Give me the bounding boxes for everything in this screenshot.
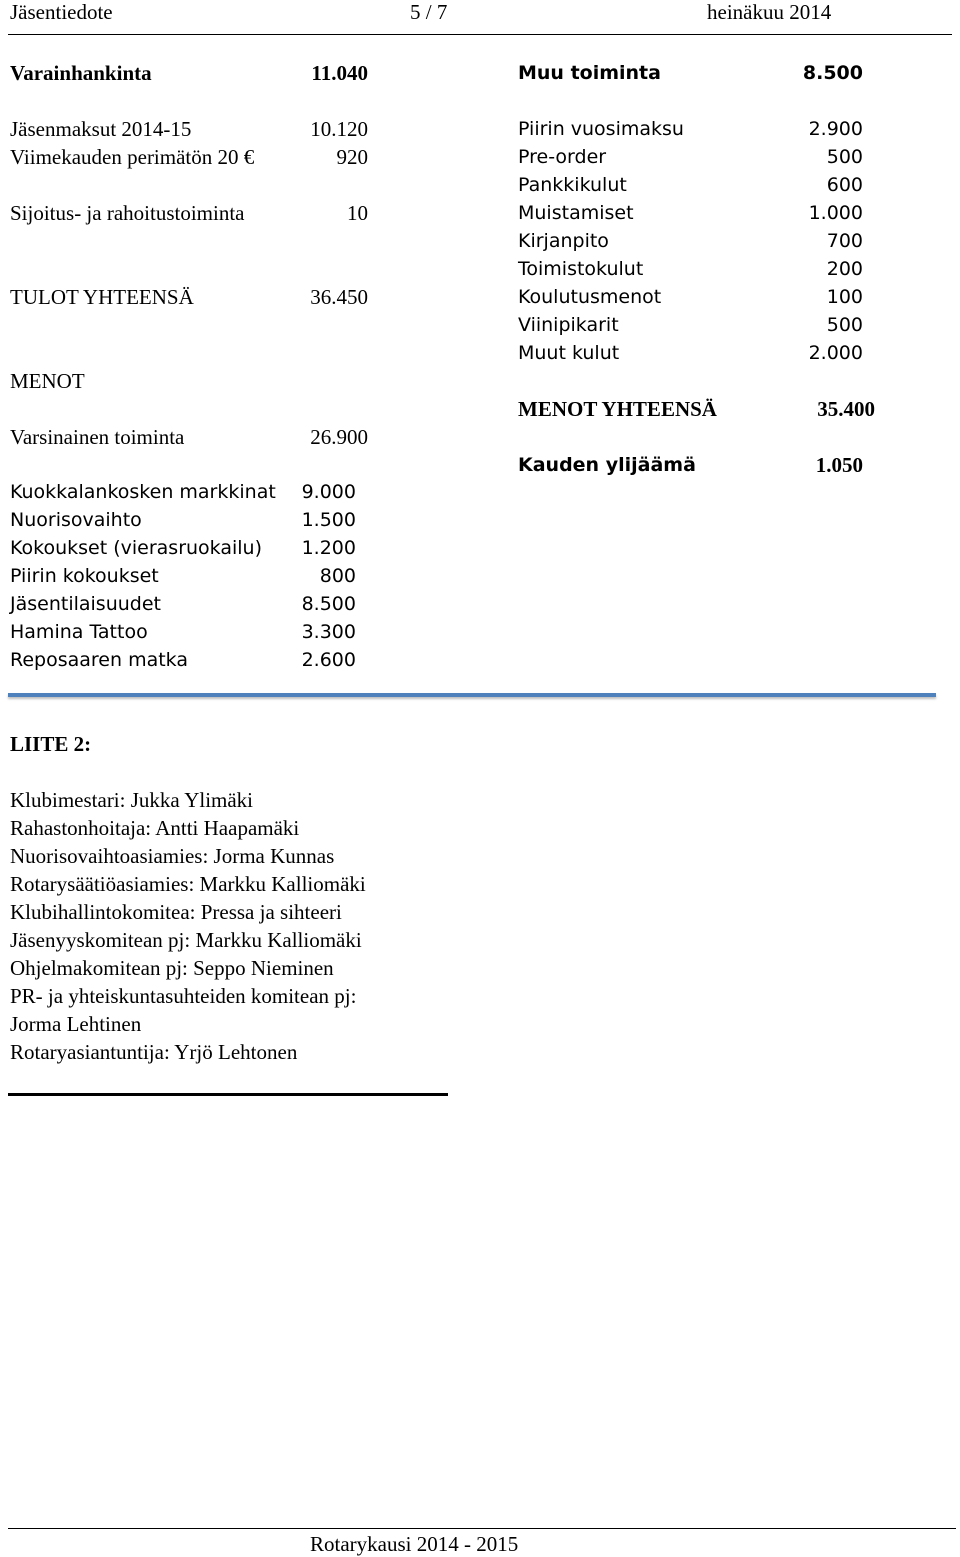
varainhankinta-value: 11.040 bbox=[311, 61, 368, 85]
other-expense-label: Muut kulut bbox=[518, 342, 620, 364]
footer-divider bbox=[8, 1528, 956, 1529]
expense-item-value: 1.200 bbox=[301, 537, 356, 559]
other-expense-label: Muistamiset bbox=[518, 202, 634, 224]
kauden-ylijaama-value: 1.050 bbox=[815, 453, 863, 477]
muu-toiminta-label: Muu toiminta bbox=[518, 62, 661, 84]
end-divider bbox=[8, 1093, 448, 1096]
liite-heading: LIITE 2: bbox=[10, 732, 92, 756]
expense-item-label: Kuokkalankosken markkinat bbox=[10, 481, 276, 503]
other-expense-value: 700 bbox=[826, 230, 863, 252]
liite-line: Rahastonhoitaja: Antti Haapamäki bbox=[10, 816, 300, 840]
liite-line: Jorma Lehtinen bbox=[10, 1012, 142, 1036]
other-expense-label: Viinipikarit bbox=[518, 314, 619, 336]
expense-item-value: 800 bbox=[319, 565, 356, 587]
liite-line: Rotarysäätiöasiamies: Markku Kalliomäki bbox=[10, 872, 366, 896]
other-expense-value: 200 bbox=[826, 258, 863, 280]
other-expense-value: 500 bbox=[826, 314, 863, 336]
expense-item-value: 9.000 bbox=[301, 481, 356, 503]
liite-line: Klubihallintokomitea: Pressa ja sihteeri bbox=[10, 900, 342, 924]
expense-item-value: 2.600 bbox=[301, 649, 356, 671]
liite-line: Nuorisovaihtoasiamies: Jorma Kunnas bbox=[10, 844, 335, 868]
varainhankinta-label: Varainhankinta bbox=[10, 61, 152, 85]
liite-line: Jäsenyyskomitean pj: Markku Kalliomäki bbox=[10, 928, 362, 952]
other-expense-value: 600 bbox=[826, 174, 863, 196]
other-expense-label: Koulutusmenot bbox=[518, 286, 662, 308]
header-page-number: 5 / 7 bbox=[410, 0, 448, 24]
expense-item-value: 1.500 bbox=[301, 509, 356, 531]
sijoitus-value: 10 bbox=[347, 201, 368, 225]
tulot-yhteensa-label: TULOT YHTEENSÄ bbox=[10, 285, 194, 309]
footer-text: Rotarykausi 2014 - 2015 bbox=[310, 1532, 519, 1556]
viimekauden-value: 920 bbox=[336, 145, 368, 169]
liite-line: Rotaryasiantuntija: Yrjö Lehtonen bbox=[10, 1040, 298, 1064]
other-expense-label: Pre-order bbox=[518, 146, 607, 168]
viimekauden-label: Viimekauden perimätön 20 € bbox=[10, 145, 255, 169]
kauden-ylijaama-label: Kauden ylijäämä bbox=[518, 454, 696, 476]
header-divider bbox=[8, 34, 952, 35]
expense-item-label: Reposaaren matka bbox=[10, 649, 188, 671]
other-expense-value: 1.000 bbox=[808, 202, 863, 224]
liite-line: Klubimestari: Jukka Ylimäki bbox=[10, 788, 254, 812]
other-expense-label: Toimistokulut bbox=[518, 258, 644, 280]
other-expense-value: 100 bbox=[826, 286, 863, 308]
muu-toiminta-value: 8.500 bbox=[802, 62, 863, 84]
varsinainen-label: Varsinainen toiminta bbox=[10, 425, 185, 449]
varsinainen-value: 26.900 bbox=[310, 425, 368, 449]
sijoitus-label: Sijoitus- ja rahoitustoiminta bbox=[10, 201, 245, 225]
other-expense-label: Kirjanpito bbox=[518, 230, 609, 252]
expense-item-label: Hamina Tattoo bbox=[10, 621, 148, 643]
section-divider bbox=[8, 693, 936, 697]
header-publication: Jäsentiedote bbox=[10, 0, 113, 24]
jasenmaksut-label: Jäsenmaksut 2014-15 bbox=[10, 117, 192, 141]
liite-line: PR- ja yhteiskuntasuhteiden komitean pj: bbox=[10, 984, 357, 1008]
expense-item-label: Jäsentilaisuudet bbox=[10, 593, 161, 615]
tulot-yhteensa-value: 36.450 bbox=[310, 285, 368, 309]
jasenmaksut-value: 10.120 bbox=[310, 117, 368, 141]
header-date: heinäkuu 2014 bbox=[707, 0, 832, 24]
menot-heading: MENOT bbox=[10, 369, 85, 393]
expense-item-label: Kokoukset (vierasruokailu) bbox=[10, 537, 262, 559]
menot-yhteensa-label: MENOT YHTEENSÄ bbox=[518, 397, 717, 421]
menot-yhteensa-value: 35.400 bbox=[817, 397, 875, 421]
other-expense-value: 2.000 bbox=[808, 342, 863, 364]
expense-item-value: 8.500 bbox=[301, 593, 356, 615]
other-expense-value: 2.900 bbox=[808, 118, 863, 140]
other-expense-value: 500 bbox=[826, 146, 863, 168]
other-expense-label: Piirin vuosimaksu bbox=[518, 118, 684, 140]
liite-line: Ohjelmakomitean pj: Seppo Nieminen bbox=[10, 956, 334, 980]
expense-item-label: Nuorisovaihto bbox=[10, 509, 142, 531]
expense-item-label: Piirin kokoukset bbox=[10, 565, 159, 587]
expense-item-value: 3.300 bbox=[301, 621, 356, 643]
other-expense-label: Pankkikulut bbox=[518, 174, 627, 196]
